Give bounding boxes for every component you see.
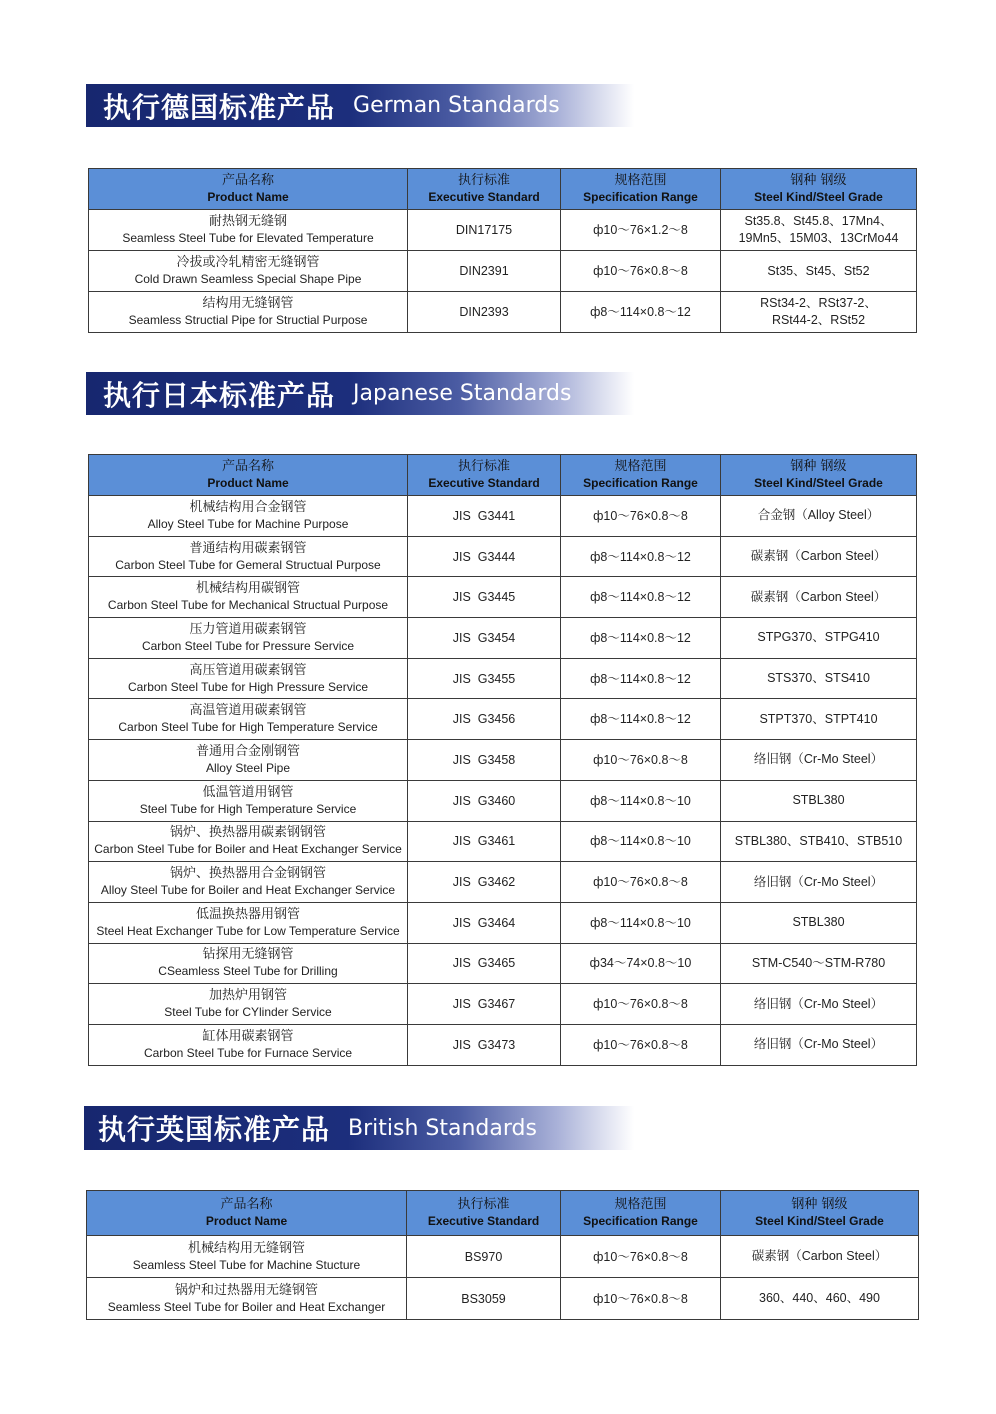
table-row [89,699,917,740]
product-name-en: Carbon Steel Tube for Boiler and Heat Exchanger Service [94,842,402,857]
executive-standard-value: DIN17175 [455,223,513,237]
table-header-steel-grade [721,169,917,210]
table-row [89,821,917,862]
banner-title-cn: 执行日本标准产品 [103,378,336,412]
spec-range-value: ф10～76×0.8～8 [593,997,688,1012]
product-name-cn: 高温管道用碳素钢管 [189,703,307,719]
spec-range-cell [561,740,721,781]
product-name-cell [89,984,408,1025]
executive-standard-cell [408,821,561,862]
spec-range-value: ф8～114×0.8～12 [590,590,691,605]
executive-standard-cell [408,862,561,903]
executive-standard-value: DIN2391 [459,264,509,278]
product-name-en: Carbon Steel Tube for Furnace Service [143,1045,353,1060]
banner-title-en: Japanese Standards [353,381,572,406]
executive-standard-cell [408,740,561,781]
executive-standard-value: JIS G3441 [452,508,516,523]
executive-standard-cell [408,251,561,292]
spec-range-cell [561,1236,721,1278]
header-label-cn: 规格范围 [614,1197,667,1212]
table-body [87,1236,919,1320]
header-label-cn: 执行标准 [457,459,510,474]
executive-standard-value: JIS G3460 [452,793,516,808]
product-name-cn: 机械结构用无缝钢管 [187,1240,305,1256]
executive-standard-cell [408,292,561,333]
steel-grade-cell [721,292,917,333]
steel-grade-cell [721,577,917,618]
steel-grade-line: 碳素钢（Carbon Steel） [750,549,887,564]
executive-standard-cell [408,618,561,659]
product-name-en: Steel Tube for High Temperature Service [139,801,357,816]
executive-standard-value: BS970 [464,1249,503,1264]
product-name-cell [89,536,408,577]
header-label-cn: 产品名称 [220,1197,273,1212]
table-row [89,536,917,577]
table-header-row [89,169,917,210]
table-header-row [89,455,917,496]
table-row [87,1278,919,1320]
header-label-en: Steel Kind/Steel Grade [755,1214,884,1228]
executive-standard-cell [408,1024,561,1065]
product-name-cn: 锅炉、换热器用合金钢钢管 [169,866,326,882]
executive-standard-cell [408,699,561,740]
steel-grade-line: STS370、STS410 [767,671,870,686]
executive-standard-value: JIS G3465 [452,956,516,971]
header-label-en: Steel Kind/Steel Grade [754,190,883,204]
steel-grade-line: 碳素钢（Carbon Steel） [750,589,887,604]
product-name-cn: 机械结构用碳钢管 [195,581,300,597]
steel-grade-line: 360、440、460、490 [759,1291,880,1305]
steel-grade-line: STPT370、STPT410 [759,711,878,726]
executive-standard-cell [408,210,561,251]
german-standards-banner [86,84,634,127]
product-name-cn: 普通用合金刚钢管 [195,743,300,759]
product-name-en: Seamless Steel Tube for Machine Stucture [132,1257,361,1272]
product-name-en: Seamless Structial Pipe for Structial Purpose [128,313,368,327]
japanese-standards-table [88,454,917,1066]
spec-range-cell [561,251,721,292]
banner-title-en: British Standards [348,1115,537,1141]
table-row [89,1024,917,1065]
spec-range-value: ф8～114×0.8～12 [590,712,691,727]
spec-range-cell [561,780,721,821]
header-label-cn: 执行标准 [457,173,510,188]
product-name-cell [89,780,408,821]
product-name-cell [89,658,408,699]
header-label-cn: 规格范围 [614,459,667,474]
product-name-cell [89,618,408,659]
product-name-en: Carbon Steel Tube for High Pressure Service [127,679,369,694]
table-header-spec-range [561,1191,721,1236]
product-name-cell [89,1024,408,1065]
spec-range-value: ф10～76×1.2～8 [593,223,688,237]
spec-range-value: ф8～114×0.8～12 [590,305,691,319]
executive-standard-value: JIS G3445 [452,590,516,605]
table-row [89,740,917,781]
table-header-executive-standard [408,169,561,210]
spec-range-cell [561,536,721,577]
spec-range-cell [561,658,721,699]
table-header [87,1191,919,1236]
steel-grade-cell [721,251,917,292]
spec-range-value: ф10～76×0.8～8 [593,875,688,890]
product-name-en: Cold Drawn Seamless Special Shape Pipe [134,272,362,286]
table-row [89,780,917,821]
german-standards-table [88,168,917,333]
product-name-cell [89,210,408,251]
product-name-cn: 缸体用碳素钢管 [202,1028,294,1044]
british-standards-banner [84,1106,634,1150]
steel-grade-cell [721,496,917,537]
table-header [89,169,917,210]
table-header-product-name [89,169,408,210]
executive-standard-value: JIS G3473 [452,1037,516,1052]
british-standards-table [86,1190,919,1320]
product-name-cn: 结构用无缝钢管 [202,296,294,311]
product-name-en: Carbon Steel Tube for Gemeral Structual Purpose [115,557,381,572]
spec-range-value: ф10～76×0.8～8 [593,508,688,523]
header-label-en: Product Name [207,476,289,490]
product-name-en: Seamless Steel Tube for Elevated Temperature [122,231,374,245]
executive-standard-value: BS3059 [461,1291,506,1306]
table-row [87,1236,919,1278]
executive-standard-value: JIS G3461 [452,834,516,849]
steel-grade-line: RSt34-2、RSt37-2、 [760,296,877,310]
spec-range-value: ф8～114×0.8～12 [590,549,691,564]
spec-range-value: ф10～76×0.8～8 [593,264,688,278]
executive-standard-cell [408,536,561,577]
executive-standard-value: JIS G3455 [452,671,516,686]
spec-range-cell [561,577,721,618]
executive-standard-value: JIS G3464 [452,915,516,930]
table-row [89,943,917,984]
steel-grade-cell [721,740,917,781]
product-name-cn: 锅炉和过热器用无缝钢管 [174,1282,318,1298]
executive-standard-cell [408,902,561,943]
executive-standard-cell [407,1236,561,1278]
table-row [89,251,917,292]
spec-range-cell [561,862,721,903]
steel-grade-cell [721,1236,919,1278]
table-header-executive-standard [407,1191,561,1236]
product-name-cn: 压力管道用碳素钢管 [189,621,307,637]
header-label-en: Specification Range [583,190,698,204]
header-label-en: Executive Standard [428,476,540,490]
product-name-en: Carbon Steel Tube for High Temperature Service [118,720,378,735]
steel-grade-cell [721,780,917,821]
table-header-steel-grade [721,1191,919,1236]
spec-range-cell [561,984,721,1025]
spec-range-value: ф34～74×0.8～10 [589,956,692,971]
product-name-cell [89,292,408,333]
table-row [89,618,917,659]
header-label-en: Product Name [205,1214,288,1228]
header-label-cn: 规格范围 [614,173,667,188]
table-row [89,210,917,251]
steel-grade-line: 络旧钢（Cr-Mo Steel） [753,1037,884,1052]
steel-grade-line: 合金钢（Alloy Steel） [757,508,880,523]
spec-range-cell [561,292,721,333]
spec-range-value: ф10～76×0.8～8 [593,1249,688,1264]
spec-range-cell [561,618,721,659]
steel-grade-line: 19Mn5、15M03、13CrMo44 [738,231,899,245]
product-name-cn: 锅炉、换热器用碳素钢钢管 [169,825,326,841]
header-label-cn: 钢种 钢级 [790,173,847,188]
table-row [89,984,917,1025]
steel-grade-cell [721,862,917,903]
steel-grade-line: STM-C540～STM-R780 [751,955,886,970]
steel-grade-line: STPG370、STPG410 [757,630,880,645]
steel-grade-cell [721,536,917,577]
product-name-en: Alloy Steel Pipe [205,760,291,775]
steel-grade-cell [721,943,917,984]
product-name-cn: 机械结构用合金钢管 [189,499,307,515]
table-row [89,496,917,537]
product-name-cn: 加热炉用钢管 [208,988,287,1004]
header-label-en: Executive Standard [427,1214,540,1228]
product-name-cell [87,1236,407,1278]
table-row [89,902,917,943]
table-header-spec-range [561,169,721,210]
spec-range-value: ф10～76×0.8～8 [593,752,688,767]
table-body [89,496,917,1066]
banner-title-en: German Standards [353,93,560,118]
header-label-cn: 执行标准 [457,1197,510,1212]
steel-grade-line: 络旧钢（Cr-Mo Steel） [753,996,884,1011]
executive-standard-cell [407,1278,561,1320]
product-name-cn: 低温管道用钢管 [202,784,294,800]
steel-grade-line: 碳素钢（Carbon Steel） [751,1249,888,1263]
table-header-row [87,1191,919,1236]
product-name-cell [89,943,408,984]
product-name-en: Steel Heat Exchanger Tube for Low Temperature Service [96,923,400,938]
table-row [89,292,917,333]
executive-standard-value: JIS G3467 [452,997,516,1012]
steel-grade-cell [721,210,917,251]
table-header-spec-range [561,455,721,496]
executive-standard-value: JIS G3454 [452,630,516,645]
product-name-en: Carbon Steel Tube for Pressure Service [141,638,355,653]
spec-range-value: ф8～114×0.8～12 [590,630,691,645]
executive-standard-value: JIS G3456 [452,712,516,727]
steel-grade-line: RSt44-2、RSt52 [771,313,866,327]
product-name-cn: 高压管道用碳素钢管 [189,662,307,678]
steel-grade-line: STBL380、STB410、STB510 [734,833,903,848]
header-label-en: Specification Range [583,476,698,490]
product-name-en: Steel Tube for CYlinder Service [164,1005,332,1020]
steel-grade-line: STBL380 [792,915,845,930]
header-label-en: Specification Range [583,1214,698,1228]
steel-grade-cell [721,618,917,659]
executive-standard-cell [408,577,561,618]
steel-grade-cell [721,1024,917,1065]
product-name-cell [89,577,408,618]
table-header-steel-grade [721,455,917,496]
header-label-en: Product Name [207,190,289,204]
steel-grade-cell [721,699,917,740]
product-name-en: Carbon Steel Tube for Mechanical Structual Purpose [107,598,389,613]
spec-range-cell [561,821,721,862]
executive-standard-cell [408,496,561,537]
steel-grade-cell [721,984,917,1025]
steel-grade-line: STBL380 [792,793,845,808]
table-body [89,210,917,333]
japanese-standards-banner [86,372,634,415]
table-row [89,658,917,699]
table-header-product-name [89,455,408,496]
spec-range-value: ф10～76×0.8～8 [593,1291,688,1306]
spec-range-value: ф8～114×0.8～10 [590,834,691,849]
executive-standard-cell [408,984,561,1025]
product-name-cell [87,1278,407,1320]
spec-range-cell [561,943,721,984]
spec-range-value: ф8～114×0.8～10 [590,915,691,930]
product-name-cn: 冷拔或冷轧精密无缝钢管 [176,255,320,270]
table-row [89,862,917,903]
banner-title-cn: 执行英国标准产品 [98,1113,331,1146]
product-name-en: Alloy Steel Tube for Boiler and Heat Exchanger Service [100,883,396,898]
executive-standard-value: DIN2393 [459,305,509,319]
product-name-en: CSeamless Steel Tube for Drilling [158,964,338,979]
product-name-cn: 低温换热器用钢管 [195,906,300,922]
product-name-cn: 钻探用无缝钢管 [202,947,294,963]
spec-range-cell [561,902,721,943]
steel-grade-line: St35、St45、St52 [767,263,870,278]
banner-title-cn: 执行德国标准产品 [103,90,336,124]
executive-standard-cell [408,780,561,821]
product-name-cn: 普通结构用碳素钢管 [189,540,307,556]
product-name-cell [89,740,408,781]
spec-range-value: ф8～114×0.8～12 [590,671,691,686]
header-label-en: Executive Standard [428,190,540,204]
product-name-cell [89,902,408,943]
spec-range-value: ф10～76×0.8～8 [593,1037,688,1052]
executive-standard-cell [408,943,561,984]
spec-range-cell [561,1024,721,1065]
table-header [89,455,917,496]
header-label-cn: 钢种 钢级 [791,1197,848,1212]
spec-range-cell [561,496,721,537]
steel-grade-line: 络旧钢（Cr-Mo Steel） [753,752,884,767]
spec-range-cell [561,210,721,251]
header-label-cn: 产品名称 [221,173,274,188]
spec-range-value: ф8～114×0.8～10 [590,793,691,808]
product-name-cn: 耐热钢无缝钢 [208,214,287,229]
spec-range-cell [561,1278,721,1320]
product-name-cell [89,251,408,292]
product-name-cell [89,496,408,537]
product-name-en: Seamless Steel Tube for Boiler and Heat Exchanger [107,1299,386,1314]
steel-grade-line: St35.8、St45.8、17Mn4、 [744,214,893,228]
steel-grade-cell [721,658,917,699]
product-name-cell [89,862,408,903]
executive-standard-value: JIS G3458 [452,752,516,767]
executive-standard-value: JIS G3444 [452,549,516,564]
table-row [89,577,917,618]
table-header-executive-standard [408,455,561,496]
header-label-en: Steel Kind/Steel Grade [754,476,883,490]
steel-grade-line: 络旧钢（Cr-Mo Steel） [753,874,884,889]
product-name-en: Alloy Steel Tube for Machine Purpose [147,516,349,531]
table-header-product-name [87,1191,407,1236]
product-name-cell [89,821,408,862]
product-name-cell [89,699,408,740]
steel-grade-cell [721,1278,919,1320]
executive-standard-value: JIS G3462 [452,875,516,890]
executive-standard-cell [408,658,561,699]
header-label-cn: 钢种 钢级 [790,459,847,474]
steel-grade-cell [721,902,917,943]
spec-range-cell [561,699,721,740]
steel-grade-cell [721,821,917,862]
header-label-cn: 产品名称 [221,459,274,474]
